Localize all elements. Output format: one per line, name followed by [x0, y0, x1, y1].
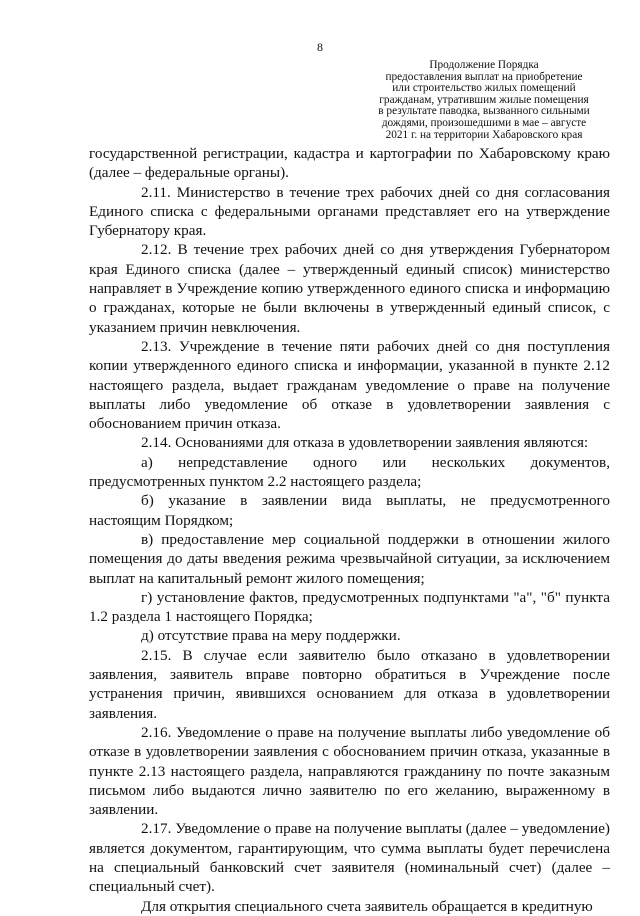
paragraph: 2.13. Учреждение в течение пяти рабочих дней со дня поступления копии утвержденного единого списка и информации, указанной в пункте 2.12 настоящего раздела, выдает гражданам уведомление о праве на получение выплаты либо уведомление об отказе в удовлетворении заявления с обоснованием причин отказа.: [89, 337, 610, 433]
paragraph: 2.14. Основаниями для отказа в удовлетворении заявления являются:: [141, 434, 589, 452]
page-number: 8: [317, 40, 323, 54]
paragraph: 2.11. Министерство в течение трех рабочих дней со дня согласования Единого списка с федеральными органами представляет его на утверждение Губернатору края.: [89, 183, 610, 240]
header-line: гражданам, утратившим жилые помещения: [379, 93, 589, 106]
document-header: [362, 60, 606, 141]
paragraph: Для открытия специального счета заявитель обращается в кредитную: [141, 897, 593, 915]
header-line: дождями, произошедшими в мае – августе: [381, 116, 587, 129]
paragraph: в) предоставление мер социальной поддержки в отношении жилого помещения до даты введения режима чрезвычайной ситуации, за исключением выплат на капитальный ремонт жилого помещения;: [89, 530, 610, 587]
paragraph: государственной регистрации, кадастра и картографии по Хабаровскому краю (далее – федеральные органы).: [89, 145, 610, 182]
paragraph: д) отсутствие права на меру поддержки.: [141, 627, 401, 645]
header-line: Продолжение Порядка: [429, 59, 539, 71]
paragraph: 2.15. В случае если заявителю было отказано в удовлетворении заявления, заявитель вправе повторно обратиться в Учреждение после устранения причин, явившихся основанием для отказа в удовлетворении заявления.: [89, 646, 610, 722]
paragraph: г) установление фактов, предусмотренных подпунктами "а", "б" пункта 1.2 раздела 1 настоящего Порядка;: [89, 588, 610, 626]
paragraph: 2.17. Уведомление о праве на получение выплаты (далее – уведомление) является документом, гарантирующим, что сумма выплаты будет перечислена на специальный банковский счет заявителя (номинальный счет) (далее – специальный счет).: [89, 820, 610, 896]
header-line: 2021 г. на территории Хабаровского края: [385, 128, 583, 141]
paragraph: 2.12. В течение трех рабочих дней со дня утверждения Губернатором края Единого списка (далее – утвержденный единый список) министерство направляет в Учреждение копию утвержденного единого списка и информацию о гражданах, которые не были включены в утвержденный единый список, с указанием причин невключения.: [89, 241, 610, 336]
header-line: предоставления выплат на приобретение: [385, 70, 583, 83]
paragraph: 2.16. Уведомление о праве на получение выплаты либо уведомление об отказе в удовлетворении заявления с обоснованием причин отказа, указанные в пункте 2.13 настоящего раздела, направляются гражданину по почте заказным письмом либо выдаются лично заявителю по его желанию, выраженному в заявлении.: [89, 723, 610, 819]
paragraph: а) непредставление одного или нескольких документов, предусмотренных пунктом 2.2 настоящего раздела;: [89, 453, 610, 491]
paragraph: б) указание в заявлении вида выплаты, не предусмотренного настоящим Порядком;: [89, 492, 610, 529]
header-line: в результате паводка, вызванного сильными: [378, 105, 590, 118]
header-line: или строительство жилых помещений: [392, 82, 576, 95]
document-body: [89, 144, 610, 916]
